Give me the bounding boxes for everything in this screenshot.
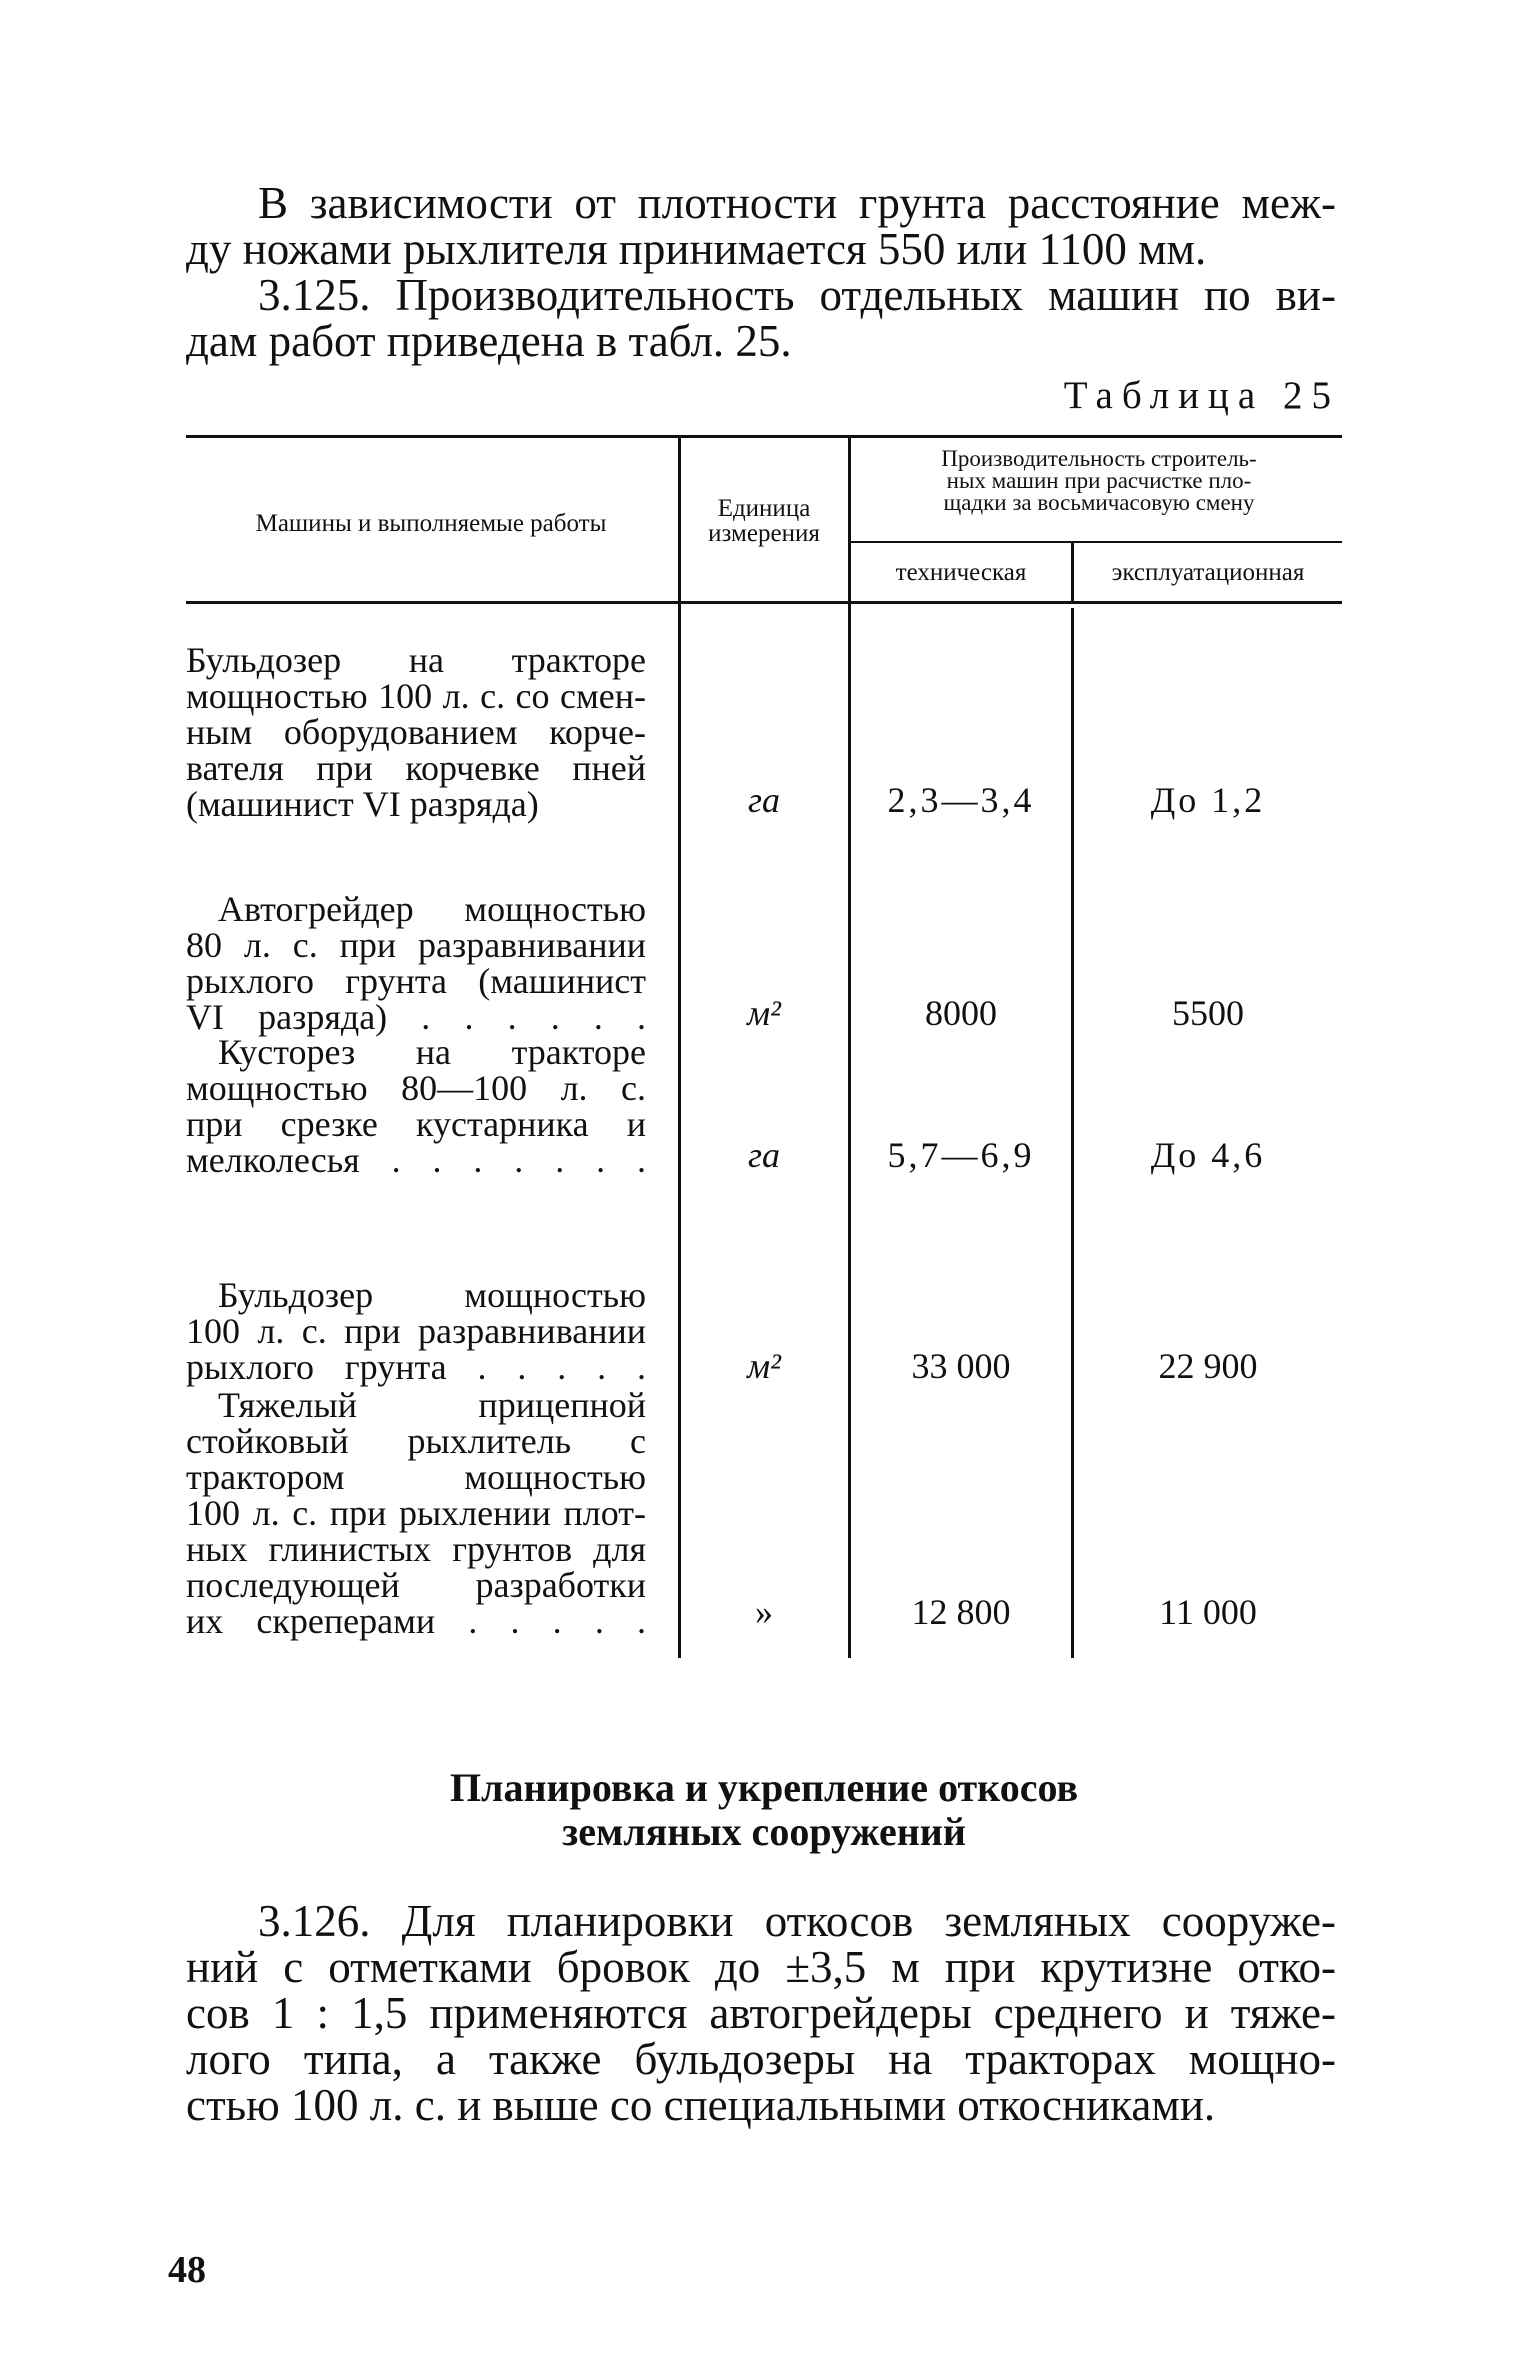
row-operational: 22 900 bbox=[1158, 1346, 1258, 1386]
intro-line: В зависимости от плотности грунта расстояние меж- bbox=[258, 178, 1336, 228]
section-line: сов 1 : 1,5 применяются автогрейдеры среднего и тяже- bbox=[186, 1988, 1336, 2038]
table-row-description bbox=[186, 642, 646, 822]
section-paragraph bbox=[186, 1898, 1336, 2128]
section-line: стью 100 л. с. и выше со специальными откосниками. bbox=[186, 2080, 1216, 2130]
row-unit: га bbox=[747, 780, 781, 820]
header-unit-line: Единица bbox=[717, 495, 811, 522]
row-text-line: последующей разработки bbox=[186, 1565, 646, 1605]
row-text-line: Бульдозер на тракторе bbox=[186, 640, 646, 680]
header-productivity-line: ных машин при расчистке пло- bbox=[946, 468, 1252, 493]
row-text-line: рыхлого грунта . . . . . bbox=[186, 1347, 646, 1387]
header-machines: Машины и выполняемые работы bbox=[255, 510, 607, 537]
table-caption: Таблица 25 bbox=[1063, 374, 1340, 417]
table-row-description bbox=[186, 1277, 646, 1385]
table-top-rule bbox=[186, 435, 1342, 438]
section-heading bbox=[186, 1766, 1342, 1854]
header-technical: техническая bbox=[895, 559, 1027, 586]
column-divider-unit bbox=[678, 438, 681, 1658]
row-text-line: мелколесья . . . . . . . bbox=[186, 1140, 646, 1180]
row-text-line: 100 л. с. при рыхлении плот- bbox=[186, 1493, 646, 1533]
intro-line: дам работ приведена в табл. 25. bbox=[186, 316, 792, 366]
column-divider-operational bbox=[1071, 608, 1074, 1658]
row-unit: га bbox=[747, 1135, 781, 1175]
row-text-line: Тяжелый прицепной bbox=[218, 1385, 646, 1425]
row-text-line: трактором мощностью bbox=[186, 1457, 646, 1497]
row-technical: 2,3—3,4 bbox=[887, 780, 1035, 820]
table-row-description bbox=[186, 1387, 646, 1639]
row-text-line: (машинист VI разряда) bbox=[186, 784, 539, 824]
row-technical: 8000 bbox=[925, 993, 997, 1033]
row-text-line: при срезке кустарника и bbox=[186, 1104, 646, 1144]
header-productivity bbox=[856, 448, 1342, 514]
row-text-line: мощностью 80—100 л. с. bbox=[186, 1068, 646, 1108]
section-heading-line: Планировка и укрепление откосов bbox=[449, 1765, 1079, 1810]
table-row-description bbox=[186, 1034, 646, 1178]
row-technical: 33 000 bbox=[911, 1346, 1011, 1386]
intro-line: 3.125. Производительность отдельных машин по ви- bbox=[258, 270, 1336, 320]
header-productivity-line: щадки за восьмичасовую смену bbox=[943, 490, 1255, 515]
row-text-line: их скреперами . . . . . bbox=[186, 1601, 646, 1641]
page-number: 48 bbox=[168, 2249, 206, 2291]
header-operational: эксплуатационная bbox=[1111, 559, 1305, 586]
table-row-description bbox=[186, 891, 646, 1035]
row-text-line: Бульдозер мощностью bbox=[218, 1275, 646, 1315]
row-operational: До 4,6 bbox=[1150, 1135, 1266, 1175]
table-header-bottom-rule bbox=[186, 601, 1342, 604]
row-text-line: вателя при корчевке пней bbox=[186, 748, 646, 788]
row-text-line: ным оборудованием корче- bbox=[186, 712, 646, 752]
row-technical: 5,7—6,9 bbox=[887, 1135, 1035, 1175]
header-unit bbox=[681, 496, 847, 546]
row-text-line: 80 л. с. при разравнивании bbox=[186, 925, 646, 965]
row-operational: 5500 bbox=[1172, 993, 1244, 1033]
section-line: лого типа, а также бульдозеры на тракторах мощно- bbox=[186, 2034, 1336, 2084]
row-operational: 11 000 bbox=[1159, 1592, 1257, 1632]
row-text-line: 100 л. с. при разравнивании bbox=[186, 1311, 646, 1351]
section-heading-line: земляных сооружений bbox=[562, 1809, 966, 1854]
row-text-line: Кусторез на тракторе bbox=[218, 1032, 646, 1072]
intro-paragraph bbox=[186, 180, 1336, 364]
header-subdivision-rule bbox=[849, 541, 1342, 543]
row-unit: м² bbox=[747, 1346, 781, 1386]
header-productivity-line: Производительность строитель- bbox=[941, 446, 1257, 471]
row-technical: 12 800 bbox=[911, 1592, 1011, 1632]
row-unit: м² bbox=[747, 993, 781, 1033]
row-unit: » bbox=[755, 1592, 773, 1632]
row-text-line: Автогрейдер мощностью bbox=[218, 889, 646, 929]
header-unit-line: измерения bbox=[708, 520, 820, 547]
section-line: ний с отметками бровок до ±3,5 м при крутизне отко- bbox=[186, 1942, 1336, 1992]
row-text-line: рыхлого грунта (машинист bbox=[186, 961, 646, 1001]
row-operational: До 1,2 bbox=[1150, 780, 1266, 820]
row-text-line: VI разряда) . . . . . . bbox=[186, 997, 646, 1037]
row-text-line: стойковый рыхлитель с bbox=[186, 1421, 646, 1461]
section-line: 3.126. Для планировки откосов земляных сооруже- bbox=[258, 1896, 1336, 1946]
row-text-line: мощностью 100 л. с. со смен- bbox=[186, 676, 646, 716]
column-divider-technical bbox=[848, 438, 851, 1658]
intro-line: ду ножами рыхлителя принимается 550 или 1100 мм. bbox=[186, 224, 1207, 274]
row-text-line: ных глинистых грунтов для bbox=[186, 1529, 646, 1569]
